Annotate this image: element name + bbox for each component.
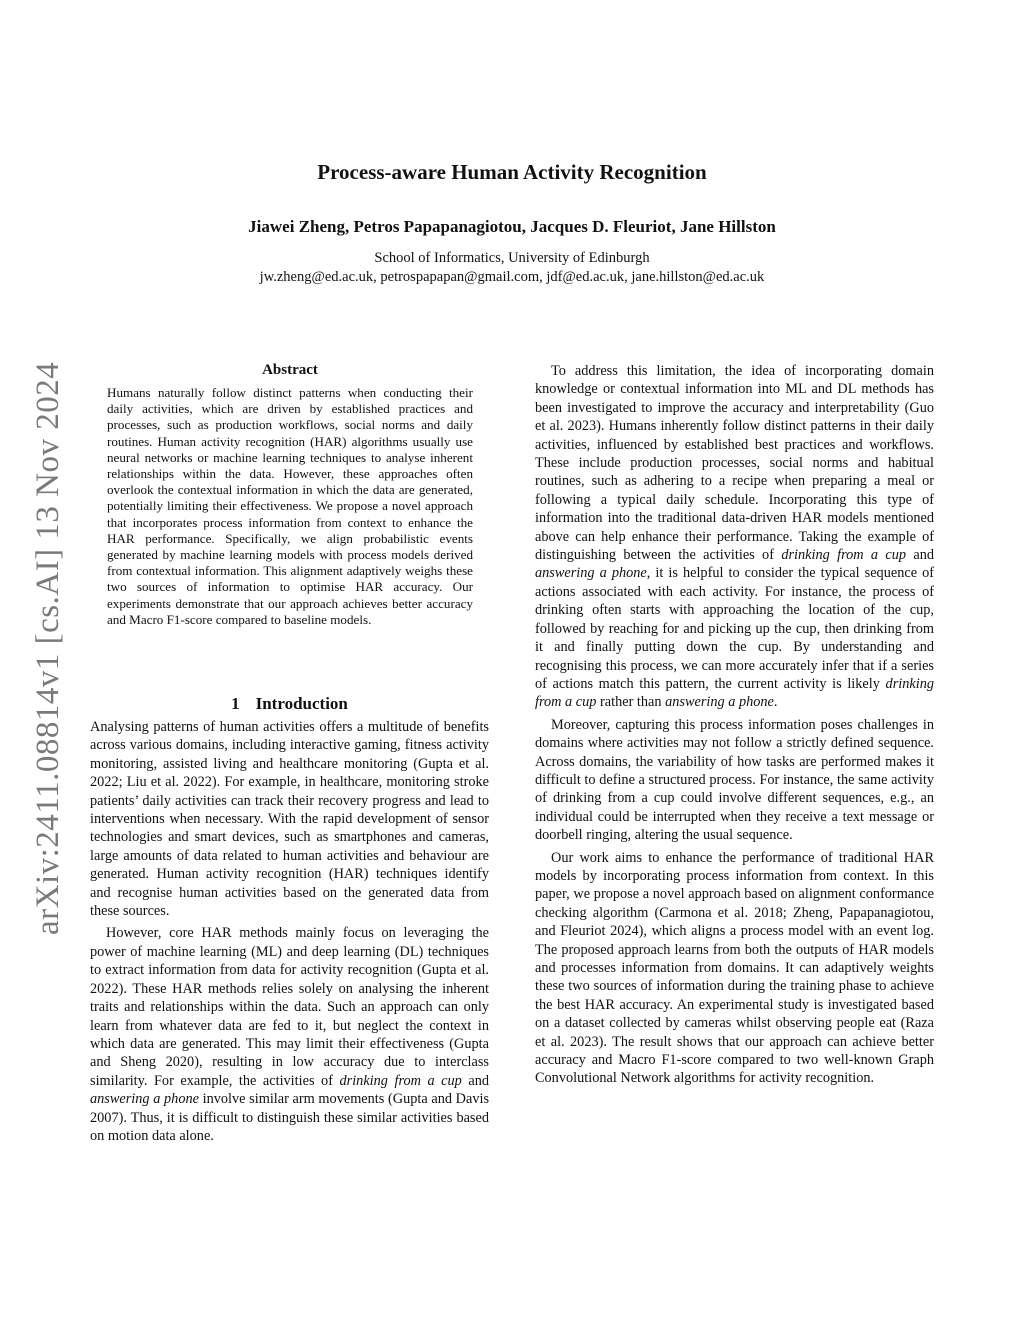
- intro-paragraph-3: To address this limitation, the idea of incorporating domain knowledge or contextual information into ML and DL methods has been investigated to improve the accuracy and interpretability (Guo et al. 2023). Humans inherently follow distinct patterns in their daily activities, influenced by established best practices and workflows. These include production processes, social norms and habitual routines, such as adhering to a recipe when preparing a meal or following a typical daily schedule. Incorporating this type of information into the traditional data-driven HAR models mentioned above can help enhance their performance. Taking the example of distinguishing between the activities of drinking from a cup and answering a phone, it is helpful to consider the typical sequence of actions associated with each activity. For instance, the process of drinking often starts with approaching the location of the cup, followed by reaching for and picking up the cup, then drinking from it and finally putting down the cup. By understanding and recognising this process, we can more accurately infer that if a series of actions match this pattern, the current activity is likely drinking from a cup rather than answering a phone.: [535, 363, 935, 711]
- affiliation: School of Informatics, University of Edinburgh: [374, 250, 650, 266]
- abstract-section: [107, 362, 473, 628]
- abstract-text: Humans naturally follow distinct patterns when conducting their daily activities, which are driven by established practices and processes, such as production workflows, social norms and daily routines. Human activity recognition (HAR) algorithms usually use neural networks or machine learning techniques to analyse inherent relationships within the data. However, these approaches often overlook the contextual information in which the data are generated, potentially limiting their effectiveness. We propose a novel approach that incorporates process information from context to enhance the HAR performance. Specifically, we align probabilistic events generated by machine learning models with process models derived from contextual information. This alignment adaptively weighs these two sources of information to optimise HAR accuracy. Our experiments demonstrate that our approach achieves better accuracy and Macro F1-score compared to baseline models.: [107, 385, 473, 627]
- arxiv-identifier: arXiv:2411.08814v1 [cs.AI] 13 Nov 2024: [30, 361, 66, 935]
- intro-paragraph-1: Analysing patterns of human activities offers a multitude of benefits across various domains, including interactive gaming, fitness activity monitoring, assisted living and healthcare monitoring (Gupta et al. 2022; Liu et al. 2022). For example, in healthcare, monitoring stroke patients’ daily activities can track their recovery progress and lead to interventions when necessary. With the rapid development of sensor technologies and smart devices, such as smartphones and cameras, large amounts of data related to human activities and behaviour are generated. Human activity recognition (HAR) techniques identify and recognise human activities based on the generated data from these sources.: [90, 719, 489, 920]
- paper-title: Process-aware Human Activity Recognition: [317, 160, 707, 184]
- section-heading: [90, 694, 489, 714]
- author-emails: jw.zheng@ed.ac.uk, petrospapapan@gmail.com, jdf@ed.ac.uk, jane.hillston@ed.ac.uk: [259, 269, 765, 285]
- abstract-heading: Abstract: [262, 362, 318, 378]
- right-column: [535, 362, 934, 1088]
- affiliation-block: [0, 249, 1024, 287]
- author-list: Jiawei Zheng, Petros Papapanagiotou, Jacques D. Fleuriot, Jane Hillston: [248, 217, 776, 236]
- intro-paragraph-2: However, core HAR methods mainly focus on leveraging the power of machine learning (ML) and deep learning (DL) techniques to extract information from data for activity recognition (Gupta et al. 2022). These HAR methods relies solely on analysing the inherent traits and relationships within the data. Such an approach can only learn from whatever data are fed to it, but neglect the context in which data are generated. This may limit their effectiveness (Gupta and Sheng 2020), resulting in low accuracy due to interclass similarity. For example, the activities of drinking from a cup and answering a phone involve similar arm movements (Gupta and Davis 2007). Thus, it is difficult to distinguish these similar activities based on motion data alone.: [90, 925, 490, 1144]
- intro-paragraph-4: Moreover, capturing this process information poses challenges in domains where activities may not follow a strictly defined sequence. Across domains, the variability of how tasks are performed makes it difficult to define a structured process. For instance, the same activity of drinking from a cup could involve different sequences, e.g., an individual could be interrupted when they receive a text message or doorbell ringing, altering the usual sequence.: [535, 716, 934, 844]
- intro-paragraph-5: Our work aims to enhance the performance of traditional HAR models by incorporating process information from context. In this paper, we propose a novel approach based on alignment conformance checking algorithm (Carmona et al. 2018; Zheng, Papapanagiotou, and Fleuriot 2024), which aligns a process model with an event log. The proposed approach learns from both the outputs of HAR models and processes information from domains. It can adaptively weights these two sources of information during the training phase to achieve the best HAR accuracy. An experimental study is investigated based on a dataset collected by cameras whilst observing people eat (Raza et al. 2023). The result shows that our approach can achieve better accuracy and Macro F1-score compared to two well-known Graph Convolutional Network algorithms for activity recognition.: [535, 849, 934, 1087]
- section-number: 1: [231, 694, 240, 713]
- section-title: Introduction: [255, 694, 348, 713]
- introduction-section: [90, 694, 489, 1145]
